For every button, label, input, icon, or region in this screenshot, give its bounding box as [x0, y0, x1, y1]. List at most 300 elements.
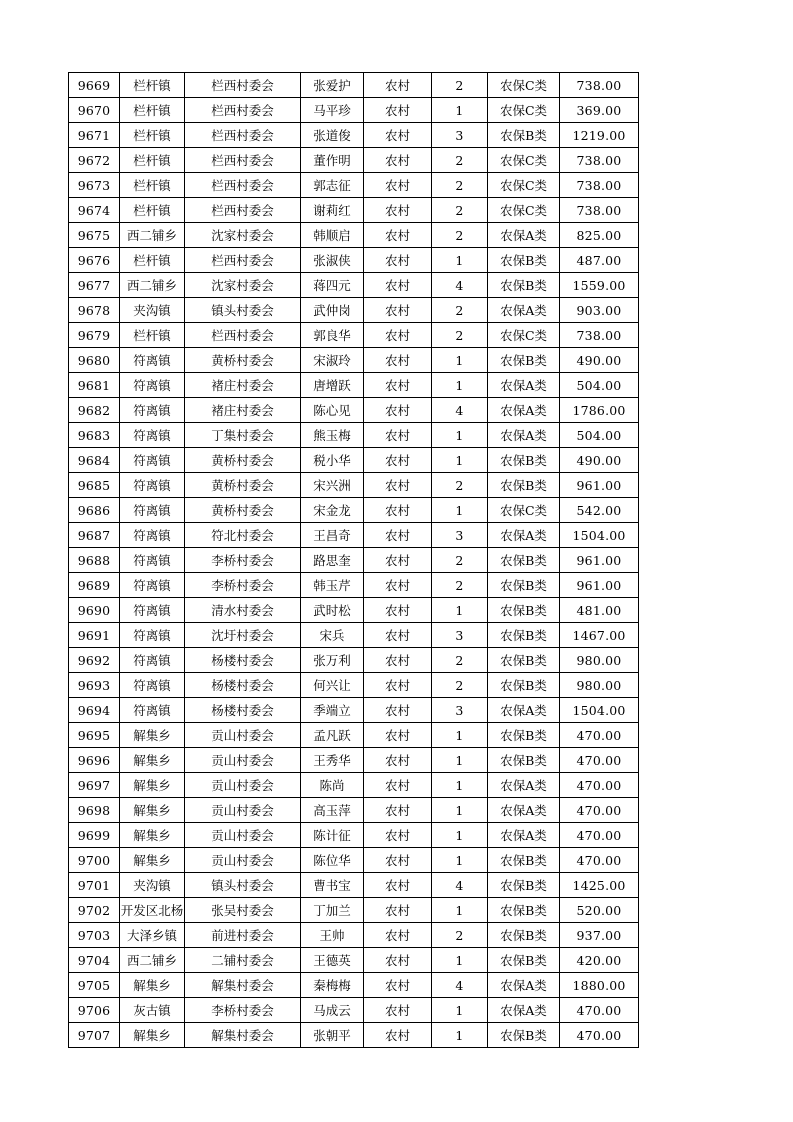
- table-row: [69, 173, 639, 198]
- person-name-cell: 唐增跃: [301, 373, 364, 398]
- household-type-cell: 农村: [364, 823, 432, 848]
- household-type-cell: 农村: [364, 698, 432, 723]
- person-name-cell: 谢莉红: [301, 198, 364, 223]
- village-committee-cell: 贡山村委会: [185, 798, 301, 823]
- town-cell: 符离镇: [120, 423, 185, 448]
- person-name-cell: 路思奎: [301, 548, 364, 573]
- household-size-cell: 1: [432, 423, 488, 448]
- household-type-cell: 农村: [364, 298, 432, 323]
- table-row: [69, 823, 639, 848]
- village-committee-cell: 解集村委会: [185, 1023, 301, 1048]
- record-number-cell: 9694: [69, 698, 120, 723]
- table-row: [69, 323, 639, 348]
- record-number-cell: 9676: [69, 248, 120, 273]
- town-cell: 解集乡: [120, 748, 185, 773]
- household-type-cell: 农村: [364, 398, 432, 423]
- village-committee-cell: 栏西村委会: [185, 248, 301, 273]
- village-committee-cell: 沈家村委会: [185, 273, 301, 298]
- village-committee-cell: 贡山村委会: [185, 723, 301, 748]
- table-row: [69, 873, 639, 898]
- person-name-cell: 曹书宝: [301, 873, 364, 898]
- town-cell: 符离镇: [120, 698, 185, 723]
- household-type-cell: 农村: [364, 798, 432, 823]
- relief-roster-table: [68, 72, 639, 1048]
- record-number-cell: 9695: [69, 723, 120, 748]
- table-row: [69, 998, 639, 1023]
- village-committee-cell: 褚庄村委会: [185, 373, 301, 398]
- amount-cell: 470.00: [560, 723, 639, 748]
- household-size-cell: 2: [432, 323, 488, 348]
- town-cell: 夹沟镇: [120, 873, 185, 898]
- record-number-cell: 9700: [69, 848, 120, 873]
- amount-cell: 1880.00: [560, 973, 639, 998]
- village-committee-cell: 杨楼村委会: [185, 648, 301, 673]
- town-cell: 解集乡: [120, 1023, 185, 1048]
- insurance-category-cell: 农保A类: [488, 373, 560, 398]
- insurance-category-cell: 农保A类: [488, 998, 560, 1023]
- insurance-category-cell: 农保B类: [488, 898, 560, 923]
- household-type-cell: 农村: [364, 523, 432, 548]
- household-type-cell: 农村: [364, 898, 432, 923]
- amount-cell: 1786.00: [560, 398, 639, 423]
- household-size-cell: 3: [432, 123, 488, 148]
- amount-cell: 1559.00: [560, 273, 639, 298]
- table-row: [69, 148, 639, 173]
- record-number-cell: 9696: [69, 748, 120, 773]
- town-cell: 开发区北杨: [120, 898, 185, 923]
- village-committee-cell: 杨楼村委会: [185, 698, 301, 723]
- household-type-cell: 农村: [364, 848, 432, 873]
- household-type-cell: 农村: [364, 348, 432, 373]
- town-cell: 解集乡: [120, 773, 185, 798]
- household-type-cell: 农村: [364, 498, 432, 523]
- table-body: [69, 73, 639, 1048]
- household-type-cell: 农村: [364, 123, 432, 148]
- household-type-cell: 农村: [364, 748, 432, 773]
- insurance-category-cell: 农保A类: [488, 298, 560, 323]
- insurance-category-cell: 农保C类: [488, 148, 560, 173]
- town-cell: 栏杆镇: [120, 198, 185, 223]
- town-cell: 西二铺乡: [120, 948, 185, 973]
- person-name-cell: 税小华: [301, 448, 364, 473]
- village-committee-cell: 李桥村委会: [185, 573, 301, 598]
- table-row: [69, 1023, 639, 1048]
- insurance-category-cell: 农保B类: [488, 598, 560, 623]
- record-number-cell: 9682: [69, 398, 120, 423]
- record-number-cell: 9670: [69, 98, 120, 123]
- table-row: [69, 273, 639, 298]
- household-size-cell: 1: [432, 748, 488, 773]
- person-name-cell: 王秀华: [301, 748, 364, 773]
- household-size-cell: 1: [432, 848, 488, 873]
- amount-cell: 1467.00: [560, 623, 639, 648]
- village-committee-cell: 清水村委会: [185, 598, 301, 623]
- table-row: [69, 373, 639, 398]
- household-size-cell: 1: [432, 948, 488, 973]
- table-row: [69, 198, 639, 223]
- record-number-cell: 9702: [69, 898, 120, 923]
- household-size-cell: 1: [432, 348, 488, 373]
- village-committee-cell: 镇头村委会: [185, 873, 301, 898]
- person-name-cell: 张朝平: [301, 1023, 364, 1048]
- household-size-cell: 2: [432, 148, 488, 173]
- household-size-cell: 1: [432, 598, 488, 623]
- household-size-cell: 1: [432, 498, 488, 523]
- amount-cell: 470.00: [560, 798, 639, 823]
- household-size-cell: 2: [432, 673, 488, 698]
- household-type-cell: 农村: [364, 648, 432, 673]
- amount-cell: 1504.00: [560, 523, 639, 548]
- person-name-cell: 高玉萍: [301, 798, 364, 823]
- record-number-cell: 9673: [69, 173, 120, 198]
- village-committee-cell: 张吴村委会: [185, 898, 301, 923]
- household-size-cell: 2: [432, 73, 488, 98]
- table-row: [69, 473, 639, 498]
- table-row: [69, 248, 639, 273]
- household-type-cell: 农村: [364, 248, 432, 273]
- household-size-cell: 1: [432, 898, 488, 923]
- household-size-cell: 4: [432, 398, 488, 423]
- town-cell: 符离镇: [120, 573, 185, 598]
- town-cell: 解集乡: [120, 848, 185, 873]
- village-committee-cell: 黄桥村委会: [185, 498, 301, 523]
- insurance-category-cell: 农保A类: [488, 973, 560, 998]
- village-committee-cell: 栏西村委会: [185, 123, 301, 148]
- table-row: [69, 348, 639, 373]
- household-type-cell: 农村: [364, 548, 432, 573]
- household-size-cell: 1: [432, 998, 488, 1023]
- insurance-category-cell: 农保C类: [488, 198, 560, 223]
- person-name-cell: 张爱护: [301, 73, 364, 98]
- household-type-cell: 农村: [364, 173, 432, 198]
- household-type-cell: 农村: [364, 223, 432, 248]
- amount-cell: 369.00: [560, 98, 639, 123]
- household-size-cell: 2: [432, 298, 488, 323]
- record-number-cell: 9675: [69, 223, 120, 248]
- person-name-cell: 郭良华: [301, 323, 364, 348]
- village-committee-cell: 前进村委会: [185, 923, 301, 948]
- village-committee-cell: 李桥村委会: [185, 548, 301, 573]
- table-row: [69, 398, 639, 423]
- record-number-cell: 9686: [69, 498, 120, 523]
- village-committee-cell: 栏西村委会: [185, 148, 301, 173]
- table-row: [69, 98, 639, 123]
- amount-cell: 470.00: [560, 998, 639, 1023]
- household-type-cell: 农村: [364, 448, 432, 473]
- amount-cell: 980.00: [560, 648, 639, 673]
- household-type-cell: 农村: [364, 423, 432, 448]
- amount-cell: 470.00: [560, 1023, 639, 1048]
- record-number-cell: 9705: [69, 973, 120, 998]
- insurance-category-cell: 农保B类: [488, 848, 560, 873]
- village-committee-cell: 符北村委会: [185, 523, 301, 548]
- amount-cell: 542.00: [560, 498, 639, 523]
- town-cell: 符离镇: [120, 673, 185, 698]
- amount-cell: 980.00: [560, 673, 639, 698]
- person-name-cell: 陈位华: [301, 848, 364, 873]
- town-cell: 符离镇: [120, 473, 185, 498]
- village-committee-cell: 贡山村委会: [185, 748, 301, 773]
- village-committee-cell: 黄桥村委会: [185, 448, 301, 473]
- household-size-cell: 3: [432, 698, 488, 723]
- amount-cell: 961.00: [560, 473, 639, 498]
- table-row: [69, 748, 639, 773]
- town-cell: 栏杆镇: [120, 148, 185, 173]
- record-number-cell: 9707: [69, 1023, 120, 1048]
- amount-cell: 470.00: [560, 848, 639, 873]
- household-size-cell: 1: [432, 723, 488, 748]
- person-name-cell: 季端立: [301, 698, 364, 723]
- village-committee-cell: 杨楼村委会: [185, 673, 301, 698]
- insurance-category-cell: 农保A类: [488, 523, 560, 548]
- village-committee-cell: 栏西村委会: [185, 323, 301, 348]
- record-number-cell: 9669: [69, 73, 120, 98]
- amount-cell: 1219.00: [560, 123, 639, 148]
- household-size-cell: 1: [432, 1023, 488, 1048]
- insurance-category-cell: 农保B类: [488, 873, 560, 898]
- insurance-category-cell: 农保B类: [488, 448, 560, 473]
- person-name-cell: 何兴让: [301, 673, 364, 698]
- record-number-cell: 9677: [69, 273, 120, 298]
- record-number-cell: 9680: [69, 348, 120, 373]
- table-row: [69, 448, 639, 473]
- household-type-cell: 农村: [364, 98, 432, 123]
- town-cell: 栏杆镇: [120, 248, 185, 273]
- household-size-cell: 1: [432, 773, 488, 798]
- household-size-cell: 2: [432, 173, 488, 198]
- record-number-cell: 9697: [69, 773, 120, 798]
- town-cell: 栏杆镇: [120, 123, 185, 148]
- record-number-cell: 9703: [69, 923, 120, 948]
- household-size-cell: 2: [432, 223, 488, 248]
- amount-cell: 504.00: [560, 423, 639, 448]
- table-row: [69, 298, 639, 323]
- village-committee-cell: 黄桥村委会: [185, 473, 301, 498]
- amount-cell: 490.00: [560, 448, 639, 473]
- village-committee-cell: 解集村委会: [185, 973, 301, 998]
- record-number-cell: 9684: [69, 448, 120, 473]
- person-name-cell: 张万利: [301, 648, 364, 673]
- village-committee-cell: 镇头村委会: [185, 298, 301, 323]
- town-cell: 符离镇: [120, 548, 185, 573]
- record-number-cell: 9690: [69, 598, 120, 623]
- person-name-cell: 董作明: [301, 148, 364, 173]
- insurance-category-cell: 农保B类: [488, 923, 560, 948]
- person-name-cell: 陈心见: [301, 398, 364, 423]
- household-type-cell: 农村: [364, 323, 432, 348]
- insurance-category-cell: 农保B类: [488, 548, 560, 573]
- table-row: [69, 773, 639, 798]
- town-cell: 符离镇: [120, 523, 185, 548]
- village-committee-cell: 沈圩村委会: [185, 623, 301, 648]
- person-name-cell: 张道俊: [301, 123, 364, 148]
- household-type-cell: 农村: [364, 948, 432, 973]
- household-size-cell: 2: [432, 548, 488, 573]
- household-type-cell: 农村: [364, 723, 432, 748]
- insurance-category-cell: 农保A类: [488, 698, 560, 723]
- record-number-cell: 9693: [69, 673, 120, 698]
- household-type-cell: 农村: [364, 1023, 432, 1048]
- household-type-cell: 农村: [364, 873, 432, 898]
- amount-cell: 470.00: [560, 748, 639, 773]
- household-type-cell: 农村: [364, 973, 432, 998]
- table-row: [69, 923, 639, 948]
- insurance-category-cell: 农保B类: [488, 723, 560, 748]
- amount-cell: 961.00: [560, 573, 639, 598]
- village-committee-cell: 二铺村委会: [185, 948, 301, 973]
- person-name-cell: 武时松: [301, 598, 364, 623]
- household-type-cell: 农村: [364, 923, 432, 948]
- person-name-cell: 王昌奇: [301, 523, 364, 548]
- amount-cell: 825.00: [560, 223, 639, 248]
- village-committee-cell: 李桥村委会: [185, 998, 301, 1023]
- household-size-cell: 1: [432, 823, 488, 848]
- insurance-category-cell: 农保B类: [488, 473, 560, 498]
- town-cell: 解集乡: [120, 798, 185, 823]
- table-row: [69, 573, 639, 598]
- record-number-cell: 9704: [69, 948, 120, 973]
- household-type-cell: 农村: [364, 273, 432, 298]
- village-committee-cell: 栏西村委会: [185, 98, 301, 123]
- insurance-category-cell: 农保B类: [488, 123, 560, 148]
- village-committee-cell: 沈家村委会: [185, 223, 301, 248]
- household-size-cell: 4: [432, 273, 488, 298]
- person-name-cell: 韩玉芹: [301, 573, 364, 598]
- amount-cell: 738.00: [560, 173, 639, 198]
- table-row: [69, 898, 639, 923]
- record-number-cell: 9674: [69, 198, 120, 223]
- amount-cell: 490.00: [560, 348, 639, 373]
- household-type-cell: 农村: [364, 73, 432, 98]
- household-size-cell: 2: [432, 648, 488, 673]
- town-cell: 解集乡: [120, 823, 185, 848]
- record-number-cell: 9681: [69, 373, 120, 398]
- table-row: [69, 948, 639, 973]
- household-size-cell: 1: [432, 373, 488, 398]
- amount-cell: 937.00: [560, 923, 639, 948]
- record-number-cell: 9699: [69, 823, 120, 848]
- amount-cell: 738.00: [560, 73, 639, 98]
- household-type-cell: 农村: [364, 573, 432, 598]
- town-cell: 栏杆镇: [120, 173, 185, 198]
- town-cell: 栏杆镇: [120, 323, 185, 348]
- person-name-cell: 宋兵: [301, 623, 364, 648]
- town-cell: 符离镇: [120, 398, 185, 423]
- insurance-category-cell: 农保B类: [488, 748, 560, 773]
- person-name-cell: 熊玉梅: [301, 423, 364, 448]
- insurance-category-cell: 农保B类: [488, 648, 560, 673]
- table-row: [69, 73, 639, 98]
- person-name-cell: 宋金龙: [301, 498, 364, 523]
- insurance-category-cell: 农保C类: [488, 323, 560, 348]
- household-type-cell: 农村: [364, 998, 432, 1023]
- record-number-cell: 9679: [69, 323, 120, 348]
- table-row: [69, 848, 639, 873]
- village-committee-cell: 栏西村委会: [185, 173, 301, 198]
- person-name-cell: 蒋四元: [301, 273, 364, 298]
- household-type-cell: 农村: [364, 773, 432, 798]
- record-number-cell: 9701: [69, 873, 120, 898]
- town-cell: 符离镇: [120, 623, 185, 648]
- village-committee-cell: 褚庄村委会: [185, 398, 301, 423]
- household-size-cell: 1: [432, 448, 488, 473]
- village-committee-cell: 丁集村委会: [185, 423, 301, 448]
- village-committee-cell: 贡山村委会: [185, 773, 301, 798]
- insurance-category-cell: 农保B类: [488, 1023, 560, 1048]
- table-row: [69, 648, 639, 673]
- record-number-cell: 9672: [69, 148, 120, 173]
- person-name-cell: 宋兴洲: [301, 473, 364, 498]
- amount-cell: 738.00: [560, 198, 639, 223]
- amount-cell: 481.00: [560, 598, 639, 623]
- record-number-cell: 9687: [69, 523, 120, 548]
- record-number-cell: 9691: [69, 623, 120, 648]
- insurance-category-cell: 农保B类: [488, 623, 560, 648]
- insurance-category-cell: 农保A类: [488, 223, 560, 248]
- town-cell: 符离镇: [120, 373, 185, 398]
- household-size-cell: 4: [432, 873, 488, 898]
- household-size-cell: 3: [432, 623, 488, 648]
- person-name-cell: 马成云: [301, 998, 364, 1023]
- insurance-category-cell: 农保B类: [488, 948, 560, 973]
- household-type-cell: 农村: [364, 473, 432, 498]
- table-row: [69, 973, 639, 998]
- town-cell: 大泽乡镇: [120, 923, 185, 948]
- household-type-cell: 农村: [364, 198, 432, 223]
- person-name-cell: 王德英: [301, 948, 364, 973]
- amount-cell: 420.00: [560, 948, 639, 973]
- insurance-category-cell: 农保A类: [488, 423, 560, 448]
- person-name-cell: 张淑侠: [301, 248, 364, 273]
- insurance-category-cell: 农保A类: [488, 773, 560, 798]
- household-size-cell: 2: [432, 573, 488, 598]
- insurance-category-cell: 农保C类: [488, 498, 560, 523]
- village-committee-cell: 贡山村委会: [185, 823, 301, 848]
- amount-cell: 470.00: [560, 823, 639, 848]
- table-row: [69, 623, 639, 648]
- amount-cell: 961.00: [560, 548, 639, 573]
- town-cell: 解集乡: [120, 723, 185, 748]
- town-cell: 符离镇: [120, 348, 185, 373]
- person-name-cell: 马平珍: [301, 98, 364, 123]
- household-size-cell: 1: [432, 248, 488, 273]
- table-row: [69, 598, 639, 623]
- person-name-cell: 郭志征: [301, 173, 364, 198]
- household-size-cell: 2: [432, 473, 488, 498]
- person-name-cell: 陈计征: [301, 823, 364, 848]
- household-type-cell: 农村: [364, 673, 432, 698]
- table-row: [69, 223, 639, 248]
- insurance-category-cell: 农保B类: [488, 348, 560, 373]
- town-cell: 解集乡: [120, 973, 185, 998]
- household-type-cell: 农村: [364, 623, 432, 648]
- insurance-category-cell: 农保B类: [488, 673, 560, 698]
- record-number-cell: 9698: [69, 798, 120, 823]
- amount-cell: 487.00: [560, 248, 639, 273]
- insurance-category-cell: 农保C类: [488, 98, 560, 123]
- person-name-cell: 武仲岗: [301, 298, 364, 323]
- record-number-cell: 9706: [69, 998, 120, 1023]
- insurance-category-cell: 农保C类: [488, 73, 560, 98]
- amount-cell: 520.00: [560, 898, 639, 923]
- amount-cell: 470.00: [560, 773, 639, 798]
- table-row: [69, 548, 639, 573]
- record-number-cell: 9685: [69, 473, 120, 498]
- insurance-category-cell: 农保B类: [488, 248, 560, 273]
- person-name-cell: 孟凡跃: [301, 723, 364, 748]
- record-number-cell: 9683: [69, 423, 120, 448]
- amount-cell: 1504.00: [560, 698, 639, 723]
